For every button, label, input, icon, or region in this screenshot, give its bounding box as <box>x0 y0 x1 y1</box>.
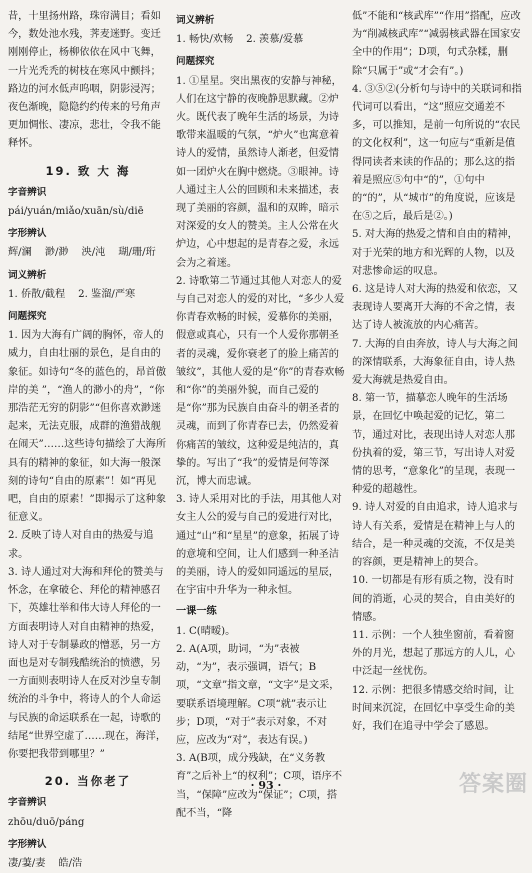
exercise-answer: 3. A(B项，成分残缺，在“义务教育”之后补上“的权利”；C项，语序不当，“保障”应改为“保证”；C项，搭配不当，“降 <box>176 753 343 819</box>
vocab-answer: 1. 畅快/欢畅 2. 羡慕/爱慕 <box>176 34 304 46</box>
section-heading: 词义辨析 <box>176 15 215 26</box>
lesson-19-title: 19. 致 大 海 <box>45 163 131 178</box>
vocab-answer: 1. 侨散/截程 2. 鉴溜/严寒 <box>8 288 136 300</box>
middle-column <box>176 8 346 823</box>
pinyin-answer: zhōu/duō/páng <box>8 816 85 828</box>
watermark-logo: 答案圈 <box>458 772 528 797</box>
section-heading: 字音辨识 <box>8 186 47 198</box>
pinyin-answer: pái/yuán/miǎo/xuān/sù/diē <box>8 206 144 218</box>
section-heading: 问题探究 <box>176 56 215 68</box>
exercise-answer: 1. C(晴暧)。 <box>176 625 236 637</box>
section-heading: 字形辨认 <box>8 838 47 850</box>
exercise-answers: 低”不能和“核武库”“作用”搭配，应改为“削减核武库”“减弱核武器在国家安全中的作用”；D项，句式杂糅，删除“只属于”或“才会有”。) 4. ③⑤②(分析句与诗中的关联词和指代词可以看出，“这”照应交通差不多，可以推知，是前一句所说的“农民的文化权利”，这一句应与“重新是值得同读者来读的作品的；那么这的指着是照应⑤句中“的”，①句中的“的”，从“城市”的角度说，应该是在⑤之后，最后是②。) 5. 对大海的热爱之情和自由的精神，对于光荣的地方和光辉的人物，以及对悲惨命运的叹息。 6. 这是诗人对大海的热爱和依恋，又表现诗人要离开大海的不舍之情，表达了诗人被流放的内心痛苦。 7. 大海的自由奔放，诗人与大海之间的深情联系，大海象征自由，诗人热爱大海就是热爱自由。 8. 第一节，描摹恋人晚年的生活场景，在回忆中唤起爱的记忆，第二节，通过对比，表现出诗人对恋人那份执着的爱，第三节，写出诗人对爱情的思考，“意象化”的呈现，表现一种爱的超越性。 9. 诗人对爱的自由追求，诗人追求与诗人有关系，爱情是在精神上与人的结合，是一种灵魂的交流，不仅是美的容颜，更是精神上的契合。 10. 一切都是有形有质之物，没有时间的消逝，心灵的契合，自由美好的情感。 11. 示例：一个人独坐窗前，看着窗外的月光，想起了那远方的人儿，心中泛起一丝忧伤。 12. 示例：把很多情感交给时间，让时间来沉淀，在回忆中享受生命的美好，我们在追寻中学会了感恩。 <box>352 11 522 732</box>
exercise-answer: 2. A(A项，助词，“为”表被动，“为”，表示强调，语气；B项，“文章”指文章，“文字”是文采，要联系语境理解。C项“就”表示让步；D项，“对于”表示对象，不对应，应改为“对”，表达有误。) <box>176 643 340 746</box>
question-answers: 1. 因为大海有广阔的胸怀，帝人的威力，自由壮丽的景色，是自由的象征。如诗句“冬的蓝色的，昂首傲岸的美 ”，“渔人的渺小的舟”，“你那浩茫无穷的阴影”“但你喜欢渺迷起来，无法克服，成群的渔猎战舰在闹天”……这些诗句描绘了大海所具有的精神的象征，如大海一般深刻的诗句“自由的原素”！如“再见吧，自由的原素！”即揭示了这种象征意义。 2. 反映了诗人对自由的热爱与追求。 3. 诗人通过对大海和拜伦的赞美与怀念，在拿破仑、拜伦的精神感召下，英雄壮举和伟大诗人拜伦的一方面表明诗人对自由精神的热爱，诗人对于专制暴政的憎恶，另一方面也是对专制残酷统治的愤懑，另一方面则表明诗人在反对沙皇专制统治的斗争中，将诗人的个人命运与民族的命运联系在一起，诗歌的结尾“世界空虚了……现在，海洋，你要把我带到哪里？” <box>8 330 167 760</box>
section-heading: 字形辨认 <box>8 228 47 240</box>
section-heading: 字音辨识 <box>8 797 47 809</box>
exercise-heading: 一课一练 <box>176 605 217 617</box>
question-answers: 1. ①星星。突出黑夜的安静与神秘，人们在这宁静的夜晚静思默藏。②炉火。既代表了晚年生活的场景，为诗歌带来温暖的气氛，“炉火”也寓意着诗人的爱情，虽然诗人渐老，但爱情如一团炉火在胸中燃烧。③眼神。诗人通过主人公的回顾和未来描述，表现了美丽的容颜，温和的双眸，暗示对深爱的女人的赞美。主人公常在火炉边，心中想起的是青春之爱，永远会为之着迷。 2. 诗歌第二节通过其他人对恋人的爱与自己对恋人的爱的对比，“多少人爱你青春欢畅的时候，爱慕你的美丽，假意或真心，只有一个人爱你那朝圣者的灵魂，爱你衰老了的脸上痛苦的皱纹”，其他人爱的是“你”的青春欢畅和“你”的美丽外貌，而自己爱的是“你”那为民族自由奋斗的朝圣者的灵魂，而到了你青春已去，仍然爱着你痛苦的皱纹，这种爱是纯洁的，真挚的。写出了“我”的爱情是何等深沉，博大而忠诚。 3. 诗人采用对比的手法，用其他人对女主人公的爱与自己的爱进行对比，通过“山”和“星星”的意象，拓展了诗的意境和空间，让人们感到一种圣洁的美丽，诗人的爱如同遥远的星辰，在宇宙中升华为一种永恒。 <box>176 75 345 597</box>
char-answer: 辉/澜 渺/渺 泱/沌 瑚/珊/珩 <box>8 247 156 259</box>
lesson-20-title: 20. 当你老了 <box>44 774 132 789</box>
right-column <box>352 8 524 736</box>
char-answer: 凄/萋/妻 皓/浩 <box>8 857 83 869</box>
left-column <box>8 8 168 873</box>
intro-paragraph: 昔，十里扬州路，珠帘满目；看如今，数处池水残，荠麦迷野。变迁刚刚停止，杨柳依依在风中飞舞，一片光秃秃的树枝在寒风中颤抖；路边的河水低声呜咽，阴影浸泻；夜色渐晚，隐隐约约传来的号角声更加惆怅、凄凉，悲壮，令我不能释怀。 <box>8 11 161 150</box>
section-heading: 问题探究 <box>8 311 47 323</box>
page-number: · 93 · <box>250 779 282 792</box>
section-heading: 词义辨析 <box>8 269 47 281</box>
